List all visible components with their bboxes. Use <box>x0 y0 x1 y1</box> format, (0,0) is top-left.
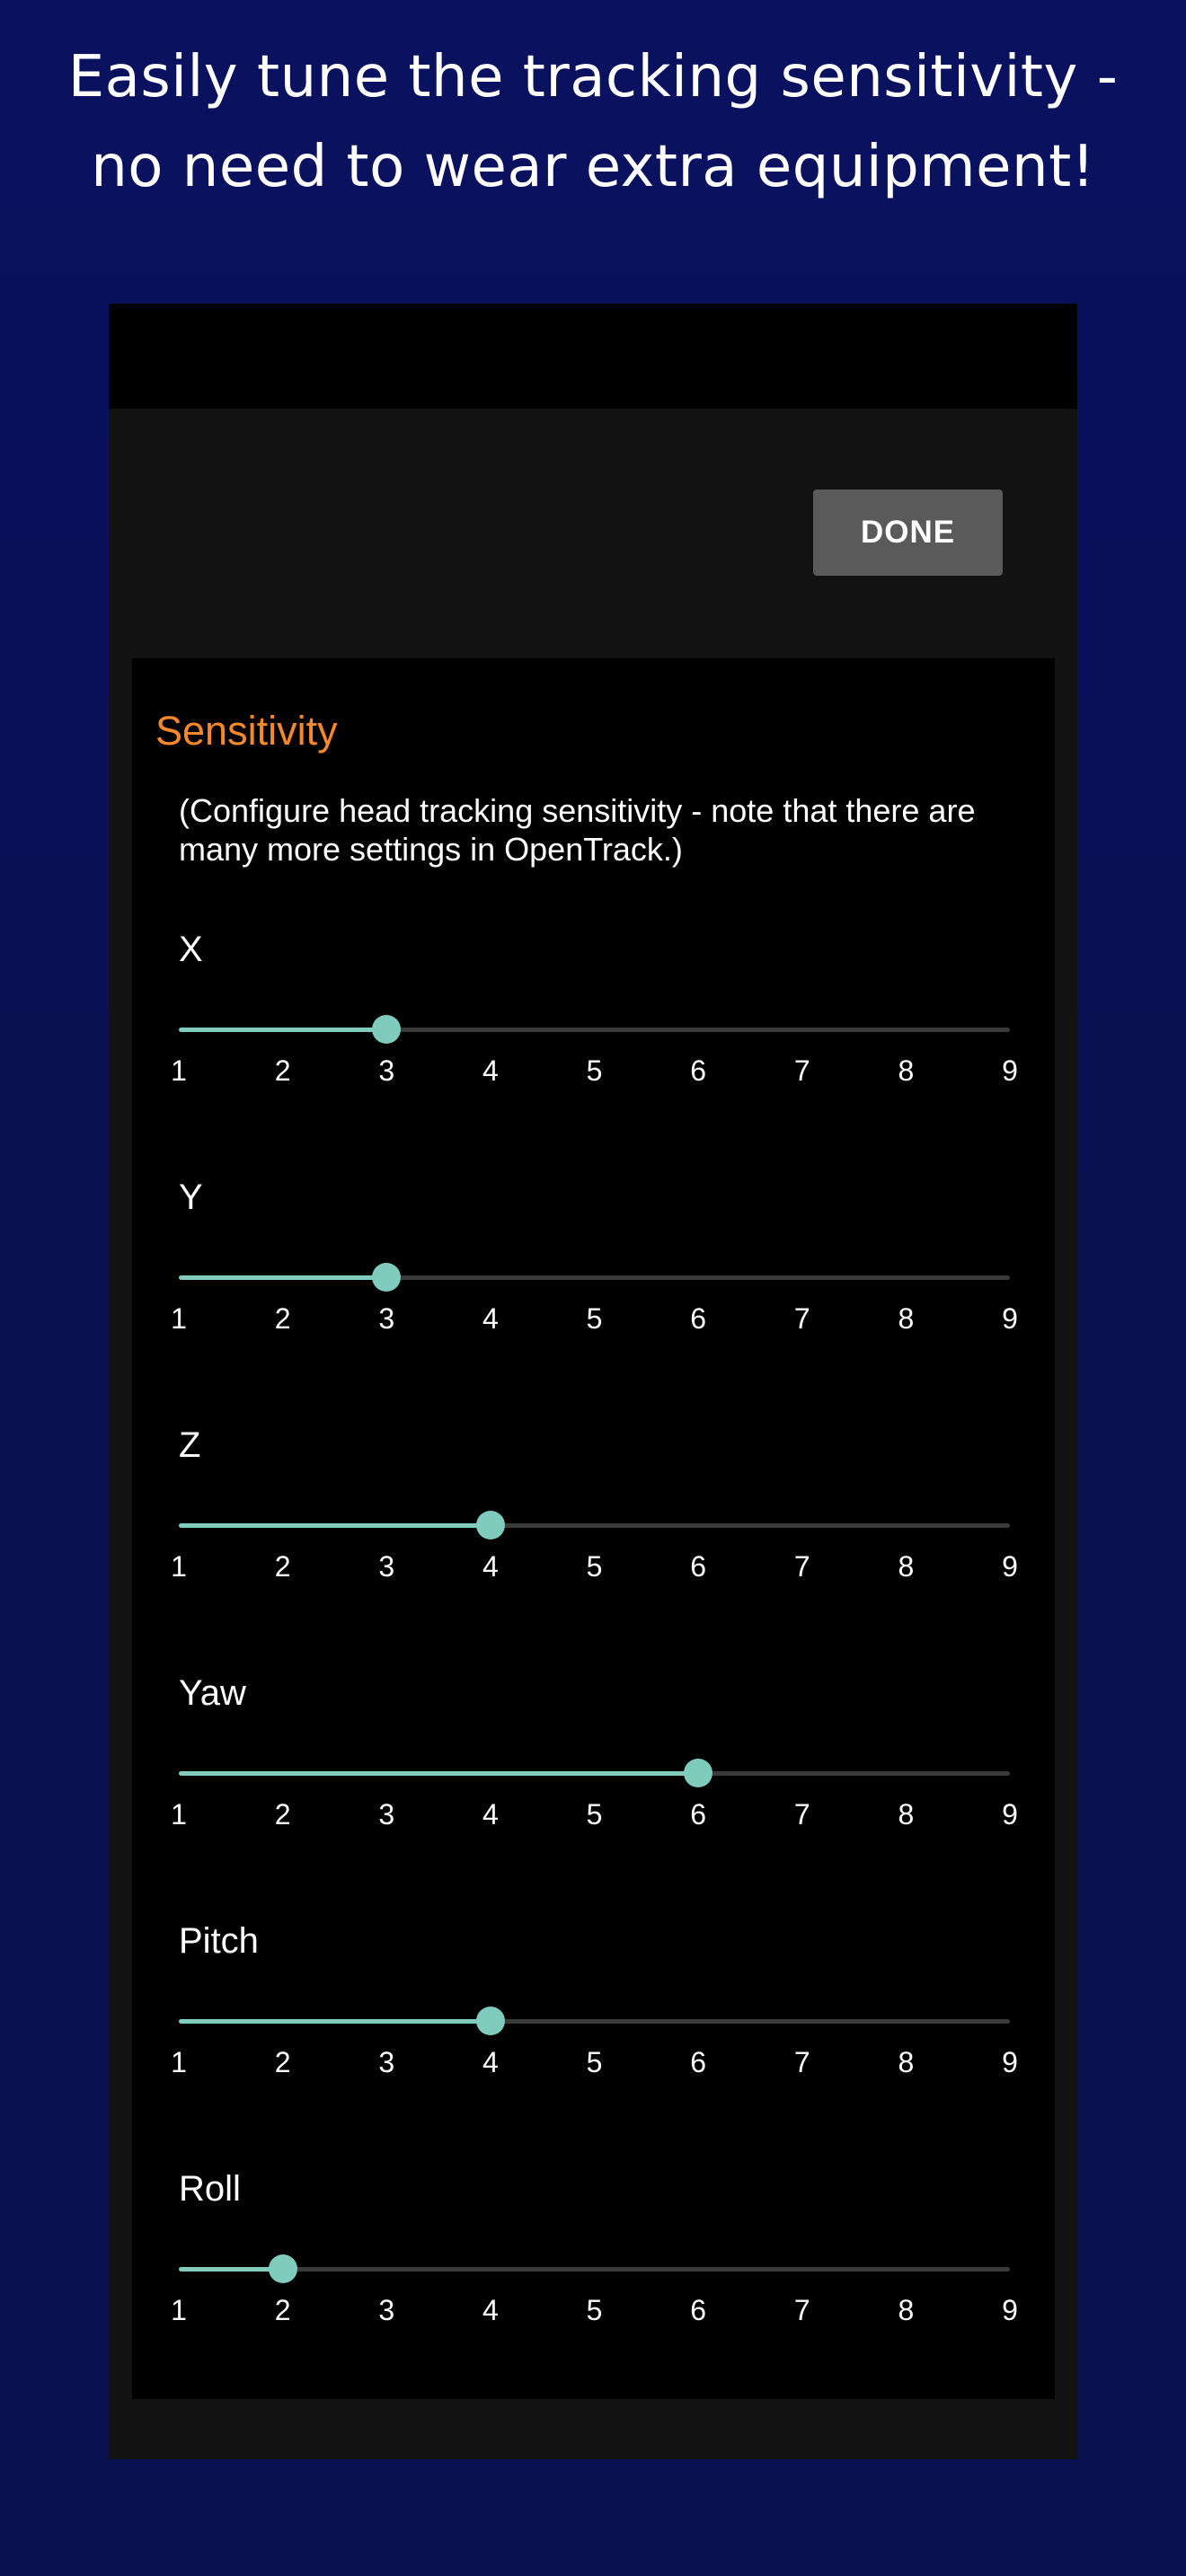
slider-tick-label: 4 <box>482 1054 499 1087</box>
status-bar <box>109 304 1077 409</box>
slider-label: Y <box>179 1178 203 1217</box>
slider-tick-label: 7 <box>793 1798 810 1831</box>
slider-tick-label: 6 <box>690 2294 707 2326</box>
slider-tick-label: 5 <box>586 1798 603 1831</box>
slider-yaw <box>171 1672 1018 1851</box>
slider-tick-label: 4 <box>482 2294 499 2326</box>
slider-tick-label: 2 <box>274 1550 291 1583</box>
slider-tick-label: 3 <box>378 1798 395 1831</box>
slider-label: Z <box>179 1425 201 1465</box>
slider-tick-label: 1 <box>171 2294 187 2326</box>
slider-y <box>171 1176 1018 1355</box>
slider-tick-label: 5 <box>586 2046 603 2078</box>
slider-tick-label: 1 <box>171 1550 187 1583</box>
slider-track[interactable] <box>179 2267 1010 2272</box>
slider-tick-label: 6 <box>690 1302 707 1335</box>
slider-tick-label: 6 <box>690 1054 707 1087</box>
slider-track[interactable] <box>179 1275 1010 1280</box>
slider-tick-label: 1 <box>171 1054 187 1087</box>
slider-label: Roll <box>179 2169 241 2209</box>
slider-tick-label: 5 <box>586 1550 603 1583</box>
slider-tick-label: 4 <box>482 1798 499 1831</box>
slider-thumb[interactable] <box>372 1015 401 1044</box>
slider-track-fill <box>179 1028 386 1032</box>
slider-tick-label: 6 <box>690 1798 707 1831</box>
slider-track[interactable] <box>179 1028 1010 1032</box>
done-button[interactable]: DONE <box>813 490 1003 576</box>
slider-track-fill <box>179 1771 698 1776</box>
slider-label: X <box>179 930 203 969</box>
slider-thumb[interactable] <box>476 2007 505 2035</box>
headline-line-2: no need to wear extra equipment! <box>91 134 1095 200</box>
slider-tick-label: 4 <box>482 2046 499 2078</box>
slider-x <box>171 928 1018 1107</box>
slider-thumb[interactable] <box>269 2254 297 2283</box>
slider-tick-label: 3 <box>378 1302 395 1335</box>
slider-pitch <box>171 1919 1018 2099</box>
slider-tick-label: 1 <box>171 1302 187 1335</box>
slider-tick-label: 9 <box>1002 1302 1018 1335</box>
slider-tick-label: 7 <box>793 1054 810 1087</box>
slider-tick-label: 9 <box>1002 1798 1018 1831</box>
slider-tick-label: 3 <box>378 2294 395 2326</box>
slider-tick-label: 9 <box>1002 1550 1018 1583</box>
section-title: Sensitivity <box>155 708 338 754</box>
slider-tick-label: 7 <box>793 1302 810 1335</box>
slider-label: Pitch <box>179 1921 259 1961</box>
slider-tick-label: 2 <box>274 2046 291 2078</box>
slider-tick-label: 8 <box>898 1302 915 1335</box>
slider-track-fill <box>179 2267 283 2272</box>
slider-tick-label: 2 <box>274 1054 291 1087</box>
slider-tick-label: 2 <box>274 2294 291 2326</box>
phone-screen <box>109 304 1077 2459</box>
slider-tick-label: 3 <box>378 1054 395 1087</box>
headline-line-1: Easily tune the tracking sensitivity - <box>67 44 1119 110</box>
slider-tick-label: 9 <box>1002 2294 1018 2326</box>
slider-thumb[interactable] <box>684 1759 712 1787</box>
slider-tick-label: 8 <box>898 1054 915 1087</box>
slider-tick-label: 5 <box>586 1302 603 1335</box>
slider-label: Yaw <box>179 1673 246 1713</box>
slider-track[interactable] <box>179 1771 1010 1776</box>
slider-tick-label: 6 <box>690 2046 707 2078</box>
slider-tick-label: 7 <box>793 1550 810 1583</box>
slider-tick-label: 6 <box>690 1550 707 1583</box>
slider-tick-label: 1 <box>171 2046 187 2078</box>
slider-tick-label: 8 <box>898 2046 915 2078</box>
slider-tick-label: 2 <box>274 1302 291 1335</box>
slider-tick-label: 3 <box>378 2046 395 2078</box>
slider-tick-label: 9 <box>1002 2046 1018 2078</box>
slider-track-fill <box>179 2019 491 2024</box>
slider-thumb[interactable] <box>476 1511 505 1539</box>
sensitivity-panel <box>132 658 1055 2399</box>
slider-thumb[interactable] <box>372 1263 401 1292</box>
slider-tick-label: 3 <box>378 1550 395 1583</box>
slider-tick-label: 8 <box>898 1798 915 1831</box>
section-description: (Configure head tracking sensitivity - note that there are many more settings in OpenTrack.) <box>179 792 976 868</box>
slider-track-fill <box>179 1275 386 1280</box>
slider-tick-label: 7 <box>793 2294 810 2326</box>
slider-tick-label: 9 <box>1002 1054 1018 1087</box>
slider-tick-label: 4 <box>482 1550 499 1583</box>
slider-tick-label: 4 <box>482 1302 499 1335</box>
slider-tick-label: 7 <box>793 2046 810 2078</box>
slider-roll <box>171 2167 1018 2347</box>
slider-z <box>171 1424 1018 1603</box>
slider-tick-label: 8 <box>898 1550 915 1583</box>
slider-tick-label: 5 <box>586 1054 603 1087</box>
promo-headline <box>0 32 1186 212</box>
slider-tick-label: 8 <box>898 2294 915 2326</box>
slider-track-fill <box>179 1523 491 1528</box>
slider-track[interactable] <box>179 2019 1010 2024</box>
slider-tick-label: 5 <box>586 2294 603 2326</box>
slider-tick-label: 2 <box>274 1798 291 1831</box>
slider-track[interactable] <box>179 1523 1010 1528</box>
slider-tick-label: 1 <box>171 1798 187 1831</box>
